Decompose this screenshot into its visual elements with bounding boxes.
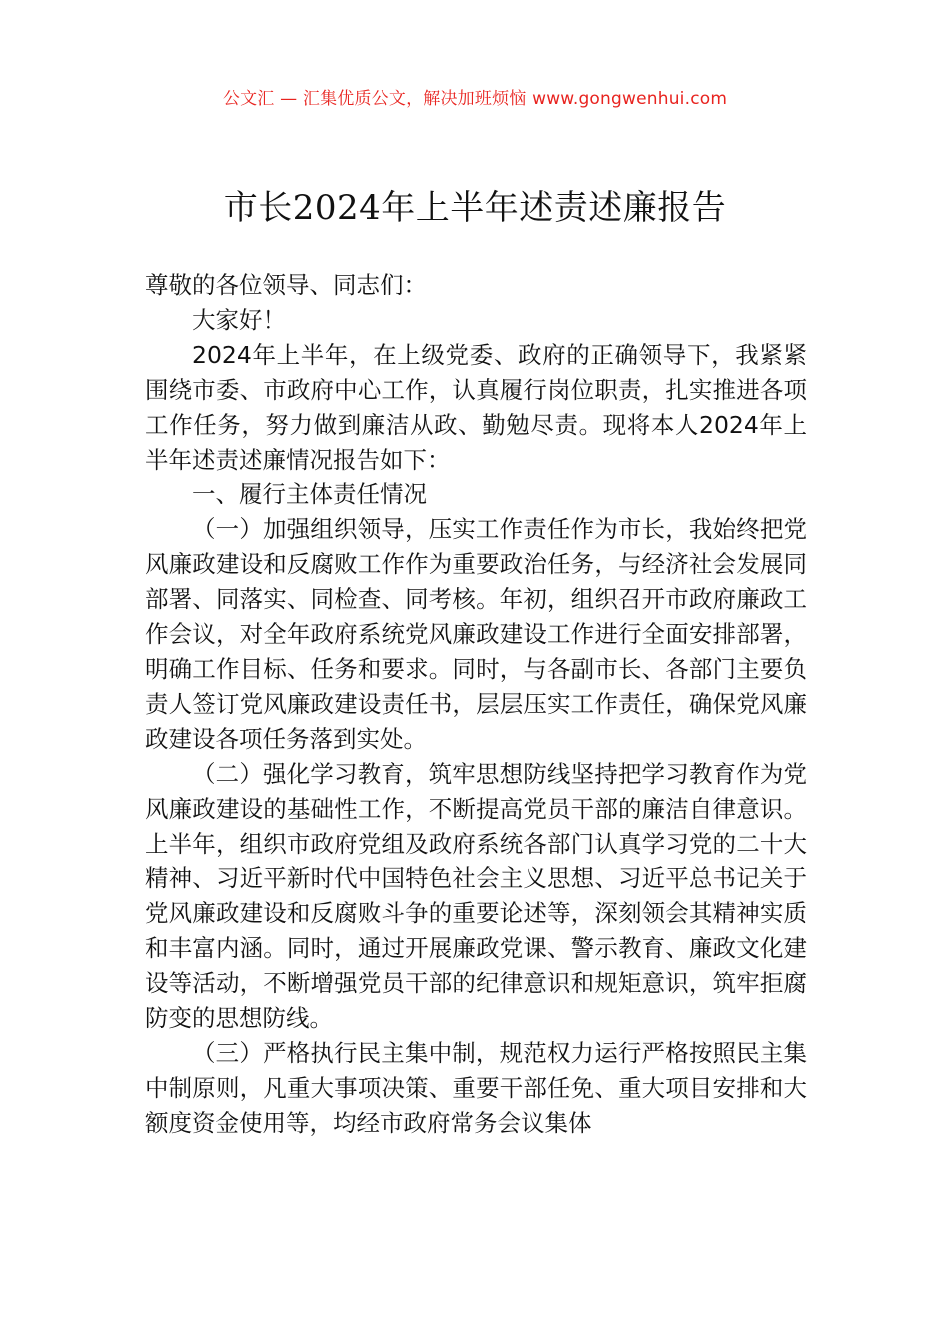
paragraph-organizational-leadership: （一）加强组织领导，压实工作责任作为市长，我始终把党风廉政建设和反腐败工作作为重要政治任务，与经济社会发展同部署、同落实、同检查、同考核。年初，组织召开市政府廉政工作会议，对全年政府系统党风廉政建设工作进行全面安排部署，明确工作目标、任务和要求。同时，与各副市长、各部门主要负责人签订党风廉政建设责任书，层层压实工作责任，确保党风廉政建设各项任务落到实处。: [145, 515, 807, 753]
document-body: [145, 268, 807, 1141]
paragraph-democratic-centralism: （三）严格执行民主集中制，规范权力运行严格按照民主集中制原则，凡重大事项决策、重要干部任免、重大项目安排和大额度资金使用等，均经市政府常务会议集体: [145, 1038, 807, 1137]
greeting: 大家好！: [192, 305, 286, 334]
header-banner: 公文汇 — 汇集优质公文，解决加班烦恼 www.gongwenhui.com: [222, 89, 728, 109]
document-title: 市长2024年上半年述责述廉报告: [223, 188, 727, 228]
section-heading-1: 一、履行主体责任情况: [192, 480, 427, 509]
salutation: 尊敬的各位领导、同志们：: [145, 271, 427, 299]
paragraph-intro: 2024年上半年，在上级党委、政府的正确领导下，我紧紧围绕市委、市政府中心工作，认真履行岗位职责，扎实推进各项工作任务，努力做到廉洁从政、勤勉尽责。现将本人2024年上半年述责述廉情况报告如下：: [145, 340, 807, 474]
paragraph-study-education: （二）强化学习教育，筑牢思想防线坚持把学习教育作为党风廉政建设的基础性工作，不断提高党员干部的廉洁自律意识。上半年，组织市政府党组及政府系统各部门认真学习党的二十大精神、习近平新时代中国特色社会主义思想、习近平总书记关于党风廉政建设和反腐败斗争的重要论述等，深刻领会其精神实质和丰富内涵。同时，通过开展廉政党课、警示教育、廉政文化建设等活动，不断增强党员干部的纪律意识和规矩意识，筑牢拒腐防变的思想防线。: [145, 759, 807, 1033]
